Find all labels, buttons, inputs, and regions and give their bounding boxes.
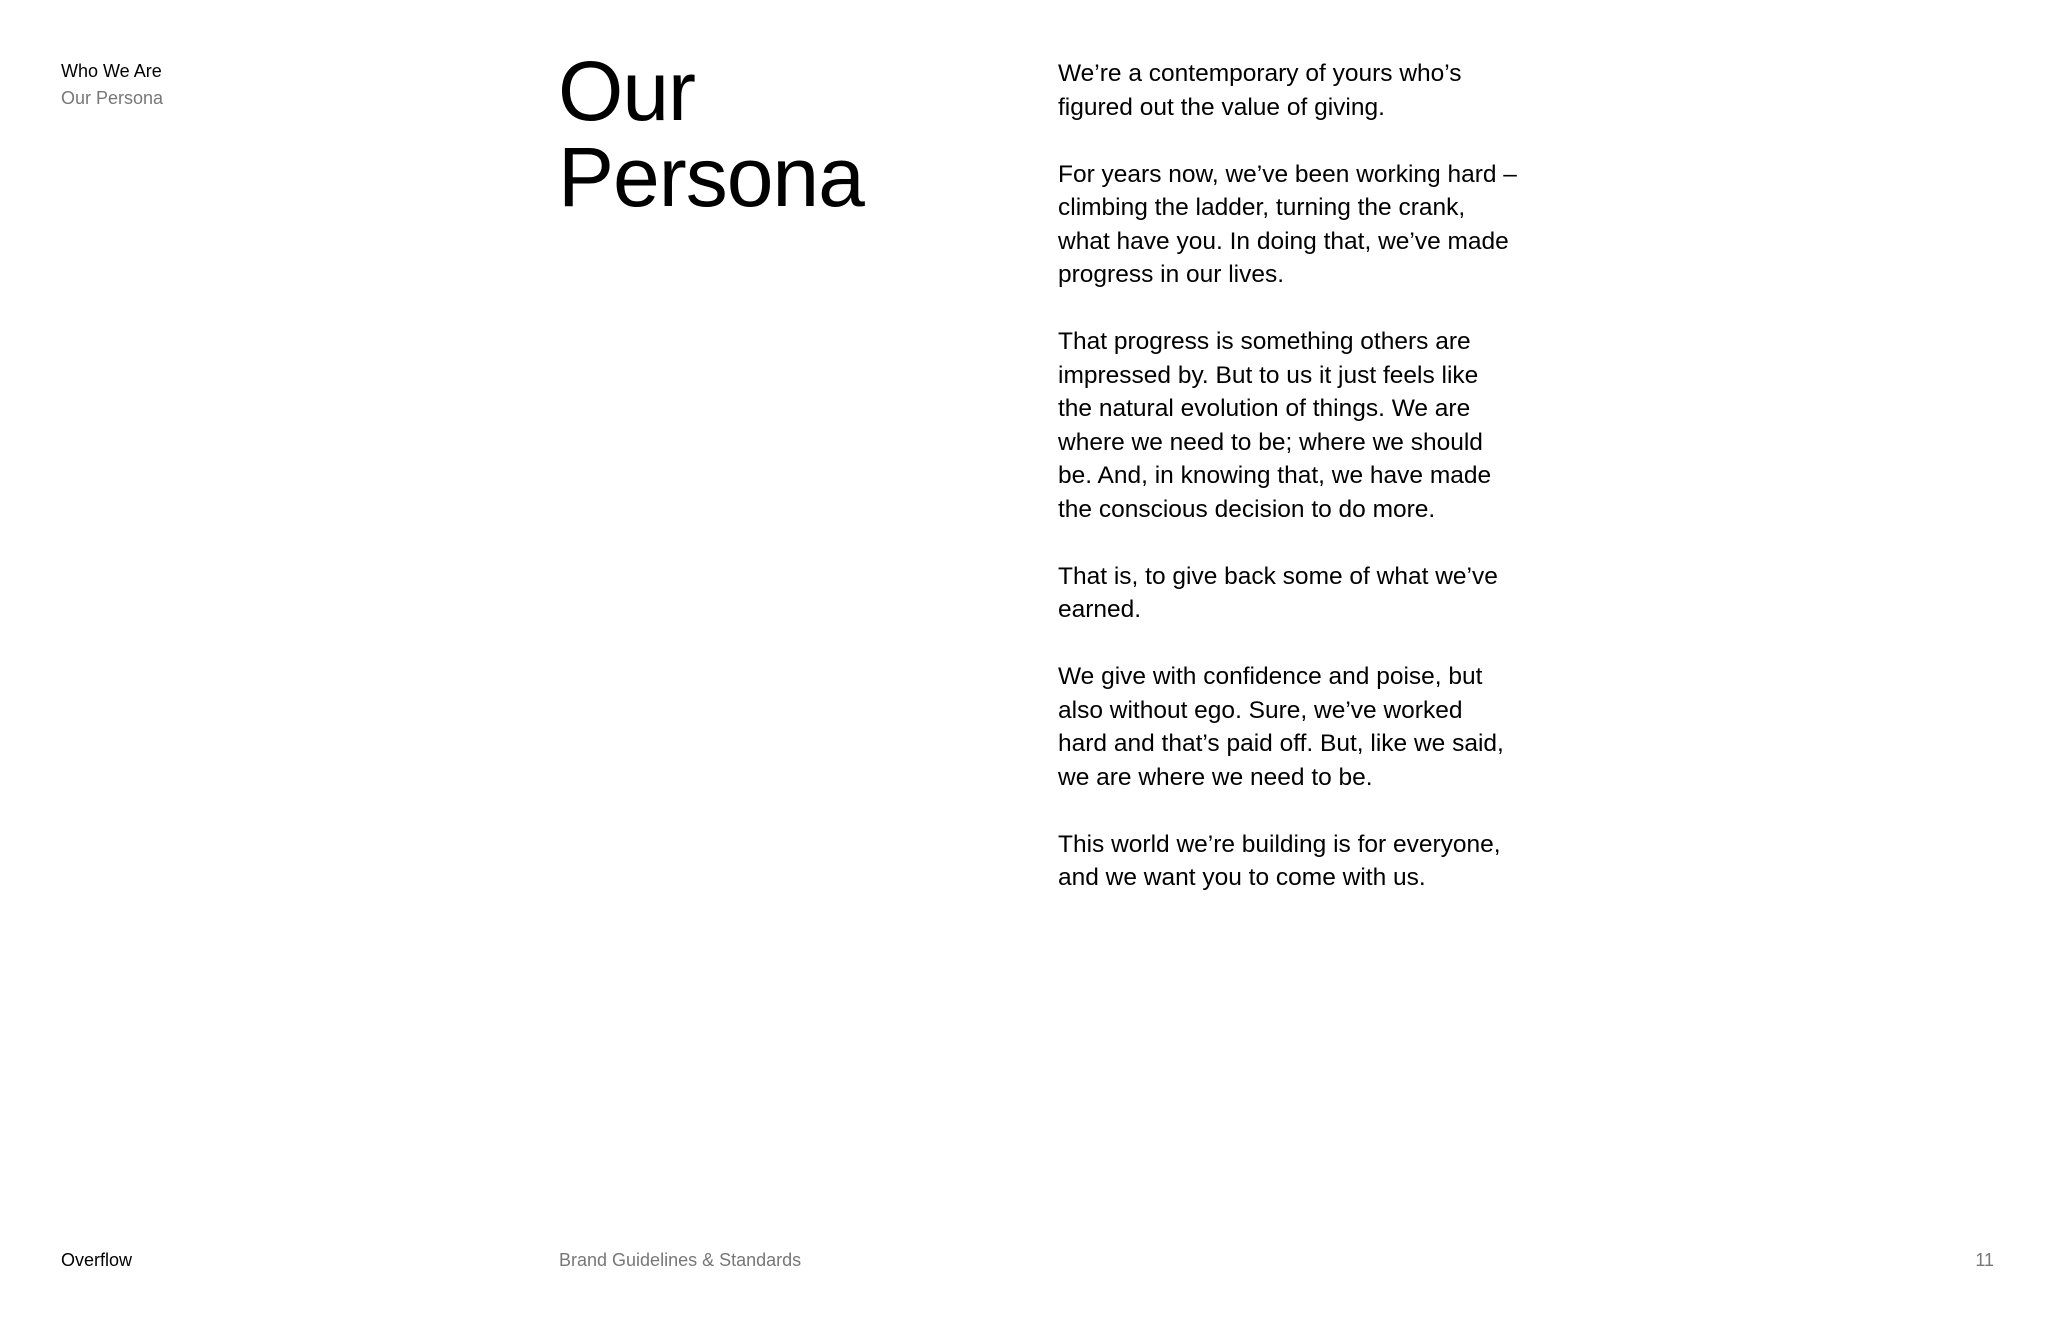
body-paragraph: We’re a contemporary of yours who’s figured out the value of giving. (1058, 60, 1462, 121)
breadcrumb-section: Who We Are (61, 61, 162, 81)
breadcrumb-subsection: Our Persona (61, 88, 164, 108)
body-paragraph: We give with confidence and poise, but also without ego. Sure, we’ve worked hard and that’s paid off. But, like we said, we are where we need to be. (1058, 663, 1504, 791)
footer-document-title: Brand Guidelines & Standards (559, 1250, 802, 1270)
body-paragraph: This world we’re building is for everyone, and we want you to come with us. (1058, 830, 1501, 891)
body-text (1058, 57, 1518, 928)
footer-page-number: 11 (1975, 1250, 1994, 1270)
page-title (558, 44, 864, 224)
page-title-line-2: Persona (558, 130, 864, 224)
page-title-line-1: Our (558, 44, 696, 138)
body-paragraph: For years now, we’ve been working hard – climbing the ladder, turning the crank, what have you. In doing that, we’ve made progress in our lives. (1058, 160, 1517, 288)
breadcrumb (61, 58, 163, 112)
body-paragraph: That is, to give back some of what we’ve earned. (1058, 562, 1498, 623)
footer-brand: Overflow (61, 1250, 133, 1270)
body-paragraph: That progress is something others are impressed by. But to us it just feels like the natural evolution of things. We are where we need to be; where we should be. And, in knowing that, we have made the conscious decision to do more. (1058, 328, 1492, 523)
